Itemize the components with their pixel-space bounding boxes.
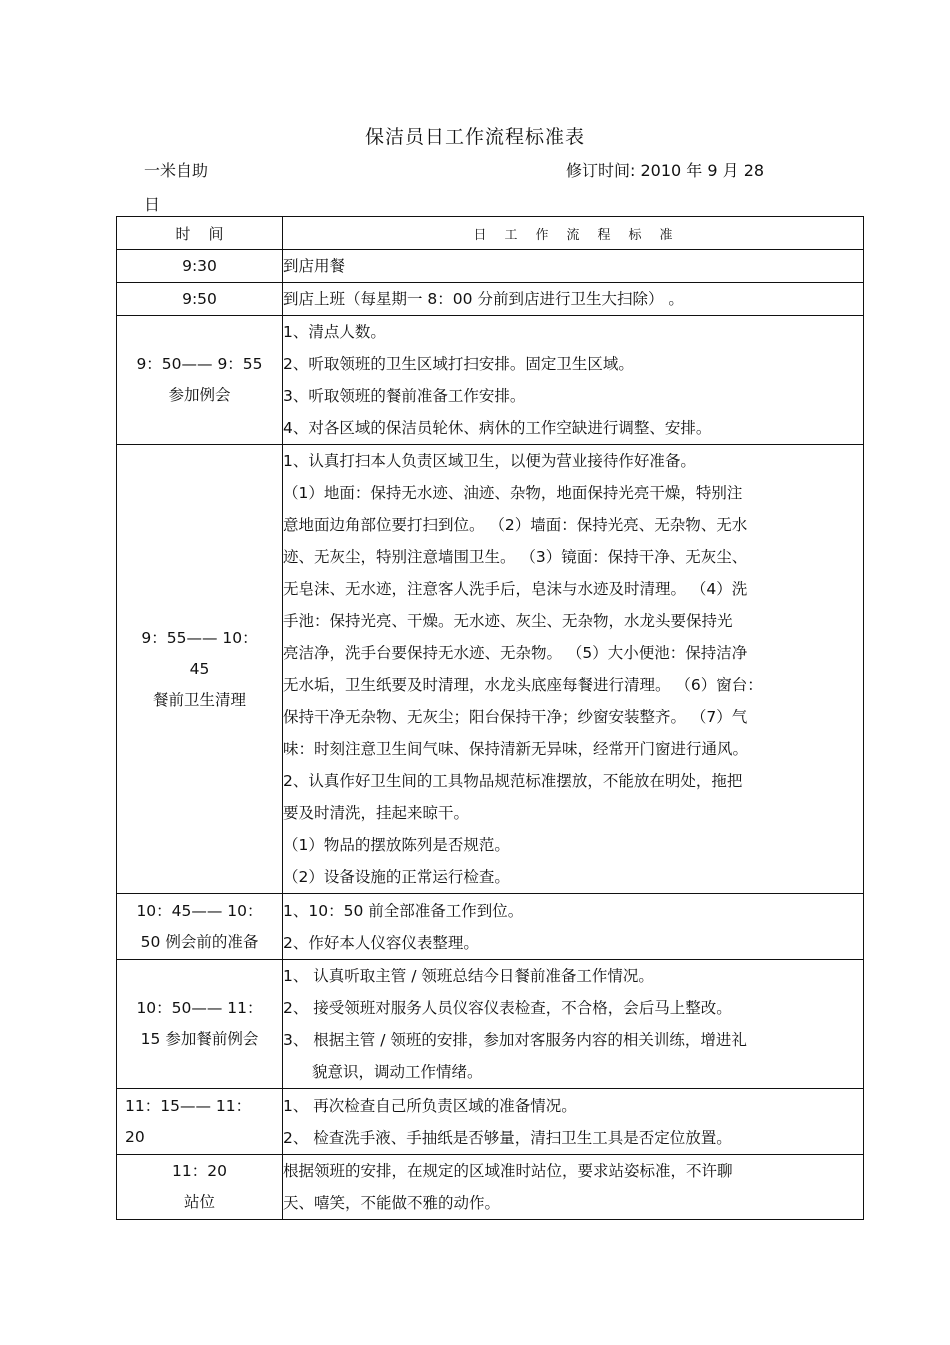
standard-line: （1）地面：保持无水迹、油迹、杂物，地面保持光亮干燥，特别注 xyxy=(283,484,743,502)
standard-line: 要及时清洗，挂起来晾干。 xyxy=(283,804,470,822)
time-text: 9：50—— 9：55 xyxy=(136,355,263,373)
standard-line: 到店上班（每星期一 8：00 分前到店进行卫生大扫除） 。 xyxy=(283,290,684,308)
header-time: 时间 xyxy=(117,217,283,250)
standard-line: 味：时刻注意卫生间气味、保持清新无异味，经常开门窗进行通风。 xyxy=(283,740,749,758)
table-row xyxy=(117,894,864,960)
standard-line: 天、嘻笑，不能做不雅的动作。 xyxy=(283,1194,501,1212)
standard-line: 貌意识，调动工作情绪。 xyxy=(312,1063,483,1081)
time-cell xyxy=(117,960,283,1089)
table-row xyxy=(117,250,864,283)
time-text: 10：45—— 10： xyxy=(136,901,263,920)
standard-line: 1、清点人数。 xyxy=(283,323,386,341)
standard-cell xyxy=(283,1155,864,1220)
standard-line: 1、认真打扫本人负责区域卫生，以便为营业接待作好准备。 xyxy=(283,452,696,470)
time-label: 餐前卫生清理 xyxy=(152,690,246,709)
standard-cell xyxy=(283,283,864,316)
time-cell xyxy=(117,250,283,283)
time-cell xyxy=(117,316,283,445)
standard-line: 2、 接受领班对服务人员仪容仪表检查，不合格，会后马上整改。 xyxy=(283,999,732,1017)
standard-line: 保持干净无杂物、无灰尘；阳台保持干净；纱窗安装整齐。 （7）气 xyxy=(283,708,748,726)
table-row xyxy=(117,960,864,1089)
time-label: 50 例会前的准备 xyxy=(140,932,259,951)
standard-cell xyxy=(283,445,864,894)
time-label: 站位 xyxy=(183,1193,215,1211)
standard-line: 2、认真作好卫生间的工具物品规范标准摆放，不能放在明处，拖把 xyxy=(283,772,743,790)
standard-line: 2、 检查洗手液、手抽纸是否够量，清扫卫生工具是否定位放置。 xyxy=(283,1128,732,1147)
standard-line: 3、听取领班的餐前准备工作安排。 xyxy=(283,387,526,405)
standard-line: 意地面边角部位要打扫到位。 （2）墙面：保持光亮、无杂物、无水 xyxy=(283,516,748,534)
standard-line: （1）物品的摆放陈列是否规范。 xyxy=(283,836,510,854)
revision-date-day: 日 xyxy=(144,195,161,214)
table-row xyxy=(117,283,864,316)
standard-line: 根据领班的安排，在规定的区域准时站位，要求站姿标准，不许聊 xyxy=(283,1162,733,1180)
standard-line: 亮洁净，洗手台要保持无水迹、无杂物。 （5）大小便池：保持洁净 xyxy=(283,644,748,662)
standard-cell xyxy=(283,316,864,445)
standard-line: 1、10：50 前全部准备工作到位。 xyxy=(283,901,524,920)
standard-line: 迹、无灰尘，特别注意墙围卫生。 （3）镜面：保持干净、无灰尘、 xyxy=(283,548,748,566)
time-cell xyxy=(117,445,283,894)
standard-line: 无水垢，卫生纸要及时清理，水龙头底座每餐进行清理。 （6）窗台： xyxy=(283,676,763,694)
table-row xyxy=(117,316,864,445)
time-text: 20 xyxy=(125,1127,145,1146)
time-cell xyxy=(117,894,283,960)
time-text: 9：55—— 10： xyxy=(141,628,258,647)
time-text: 45 xyxy=(189,659,210,678)
standard-line: 1、 再次检查自己所负责区域的准备情况。 xyxy=(283,1096,577,1115)
standard-line: 3、 根据主管 / 领班的安排，参加对客服务内容的相关训练，增进礼 xyxy=(283,1031,747,1049)
time-text: 11：20 xyxy=(172,1162,227,1180)
table-row xyxy=(117,1089,864,1155)
standard-line: 无皂沫、无水迹，注意客人洗手后，皂沫与水迹及时清理。 （4）洗 xyxy=(283,580,748,598)
standard-cell xyxy=(283,960,864,1089)
time-cell xyxy=(117,283,283,316)
standard-line: 4、对各区域的保洁员轮休、病休的工作空缺进行调整、安排。 xyxy=(283,419,712,437)
standard-cell xyxy=(283,250,864,283)
table-row xyxy=(117,1155,864,1220)
table-row xyxy=(117,445,864,894)
company-name: 一米自助 xyxy=(144,161,209,180)
time-text: 9:30 xyxy=(182,256,217,275)
standard-line: 2、作好本人仪容仪表整理。 xyxy=(283,933,479,952)
standard-cell xyxy=(283,894,864,960)
time-text: 9:50 xyxy=(182,289,217,308)
table-header-row xyxy=(117,217,864,250)
standard-line: 手池：保持光亮、干燥。无水迹、灰尘、无杂物，水龙头要保持光 xyxy=(283,612,733,630)
revision-date: 修订时间: 2010 年 9 月 28 xyxy=(566,161,765,180)
standard-line: 2、听取领班的卫生区域打扫安排。固定卫生区域。 xyxy=(283,355,634,373)
header-standard: 日工作流程标准 xyxy=(283,217,864,250)
schedule-table xyxy=(116,216,864,1220)
time-label: 参加例会 xyxy=(168,386,231,404)
standard-line: 到店用餐 xyxy=(283,257,346,275)
time-text: 10：50—— 11： xyxy=(136,999,263,1017)
standard-line: 1、 认真听取主管 / 领班总结今日餐前准备工作情况。 xyxy=(283,967,654,985)
time-text: 11：15—— 11： xyxy=(125,1096,252,1115)
time-label: 15 参加餐前例会 xyxy=(140,1030,259,1048)
time-cell xyxy=(117,1155,283,1220)
page-title: 保洁员日工作流程标准表 xyxy=(364,126,585,148)
time-cell xyxy=(117,1089,283,1155)
standard-line: （2）设备设施的正常运行检查。 xyxy=(283,868,510,886)
standard-cell xyxy=(283,1089,864,1155)
